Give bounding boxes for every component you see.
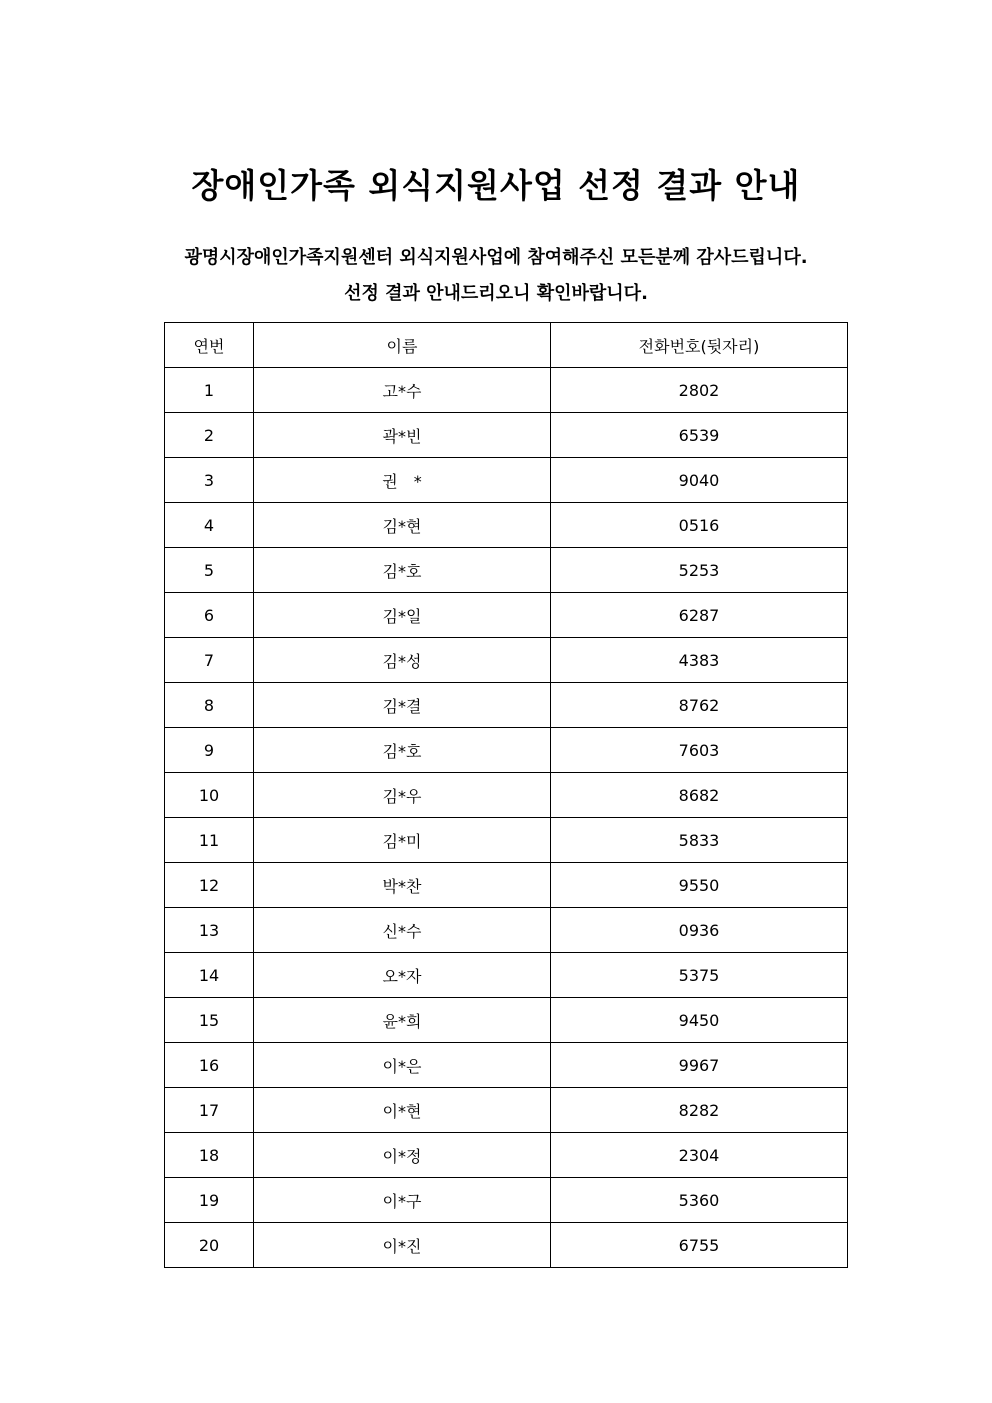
cell-no: 4 bbox=[165, 503, 254, 548]
cell-no: 18 bbox=[165, 1133, 254, 1178]
table-row bbox=[165, 863, 848, 908]
cell-phone: 5833 bbox=[551, 818, 848, 863]
cell-no: 7 bbox=[165, 638, 254, 683]
cell-name: 김*결 bbox=[254, 683, 551, 728]
cell-no: 19 bbox=[165, 1178, 254, 1223]
cell-name: 권 * bbox=[254, 458, 551, 503]
table-row bbox=[165, 683, 848, 728]
cell-no: 17 bbox=[165, 1088, 254, 1133]
cell-name: 고*수 bbox=[254, 368, 551, 413]
cell-name: 김*호 bbox=[254, 728, 551, 773]
cell-name: 김*현 bbox=[254, 503, 551, 548]
cell-no: 2 bbox=[165, 413, 254, 458]
cell-phone: 2304 bbox=[551, 1133, 848, 1178]
cell-name: 곽*빈 bbox=[254, 413, 551, 458]
cell-name: 김*일 bbox=[254, 593, 551, 638]
cell-name: 김*호 bbox=[254, 548, 551, 593]
cell-name: 이*구 bbox=[254, 1178, 551, 1223]
intro-text bbox=[0, 240, 992, 312]
table-row bbox=[165, 773, 848, 818]
cell-phone: 9040 bbox=[551, 458, 848, 503]
cell-phone: 0936 bbox=[551, 908, 848, 953]
table-header-row bbox=[165, 323, 848, 368]
table-row bbox=[165, 1133, 848, 1178]
cell-no: 16 bbox=[165, 1043, 254, 1088]
cell-phone: 8682 bbox=[551, 773, 848, 818]
cell-no: 8 bbox=[165, 683, 254, 728]
cell-phone: 4383 bbox=[551, 638, 848, 683]
intro-line: 광명시장애인가족지원센터 외식지원사업에 참여해주신 모든분께 감사드립니다. bbox=[184, 247, 808, 268]
table-row bbox=[165, 953, 848, 998]
table-row bbox=[165, 908, 848, 953]
cell-no: 10 bbox=[165, 773, 254, 818]
cell-no: 12 bbox=[165, 863, 254, 908]
table-row bbox=[165, 1178, 848, 1223]
cell-name: 김*성 bbox=[254, 638, 551, 683]
table-row bbox=[165, 593, 848, 638]
cell-no: 13 bbox=[165, 908, 254, 953]
cell-phone: 8762 bbox=[551, 683, 848, 728]
page-title: 장애인가족 외식지원사업 선정 결과 안내 bbox=[191, 166, 801, 205]
cell-phone: 9967 bbox=[551, 1043, 848, 1088]
cell-name: 신*수 bbox=[254, 908, 551, 953]
cell-phone: 9450 bbox=[551, 998, 848, 1043]
cell-name: 윤*희 bbox=[254, 998, 551, 1043]
cell-no: 1 bbox=[165, 368, 254, 413]
cell-phone: 8282 bbox=[551, 1088, 848, 1133]
table-row bbox=[165, 728, 848, 773]
table-row bbox=[165, 503, 848, 548]
cell-phone: 5253 bbox=[551, 548, 848, 593]
cell-phone: 5360 bbox=[551, 1178, 848, 1223]
cell-no: 11 bbox=[165, 818, 254, 863]
cell-phone: 5375 bbox=[551, 953, 848, 998]
cell-phone: 0516 bbox=[551, 503, 848, 548]
cell-name: 이*정 bbox=[254, 1133, 551, 1178]
cell-name: 이*은 bbox=[254, 1043, 551, 1088]
cell-no: 6 bbox=[165, 593, 254, 638]
table-row bbox=[165, 818, 848, 863]
header-no: 연번 bbox=[165, 323, 254, 368]
header-phone: 전화번호(뒷자리) bbox=[551, 323, 848, 368]
table-row bbox=[165, 998, 848, 1043]
table-row bbox=[165, 638, 848, 683]
table-row bbox=[165, 1088, 848, 1133]
cell-no: 20 bbox=[165, 1223, 254, 1268]
cell-phone: 6287 bbox=[551, 593, 848, 638]
header-name: 이름 bbox=[254, 323, 551, 368]
cell-name: 이*진 bbox=[254, 1223, 551, 1268]
table-row bbox=[165, 458, 848, 503]
cell-name: 김*우 bbox=[254, 773, 551, 818]
cell-no: 3 bbox=[165, 458, 254, 503]
cell-no: 9 bbox=[165, 728, 254, 773]
cell-phone: 2802 bbox=[551, 368, 848, 413]
table-row bbox=[165, 413, 848, 458]
table-row bbox=[165, 548, 848, 593]
cell-phone: 6755 bbox=[551, 1223, 848, 1268]
cell-no: 15 bbox=[165, 998, 254, 1043]
intro-line: 선정 결과 안내드리오니 확인바랍니다. bbox=[344, 283, 648, 304]
table-row bbox=[165, 368, 848, 413]
table-row bbox=[165, 1223, 848, 1268]
result-table bbox=[164, 322, 848, 1268]
cell-phone: 6539 bbox=[551, 413, 848, 458]
cell-name: 김*미 bbox=[254, 818, 551, 863]
cell-no: 5 bbox=[165, 548, 254, 593]
cell-name: 이*현 bbox=[254, 1088, 551, 1133]
cell-phone: 7603 bbox=[551, 728, 848, 773]
cell-name: 오*자 bbox=[254, 953, 551, 998]
cell-phone: 9550 bbox=[551, 863, 848, 908]
table-row bbox=[165, 1043, 848, 1088]
cell-name: 박*찬 bbox=[254, 863, 551, 908]
cell-no: 14 bbox=[165, 953, 254, 998]
